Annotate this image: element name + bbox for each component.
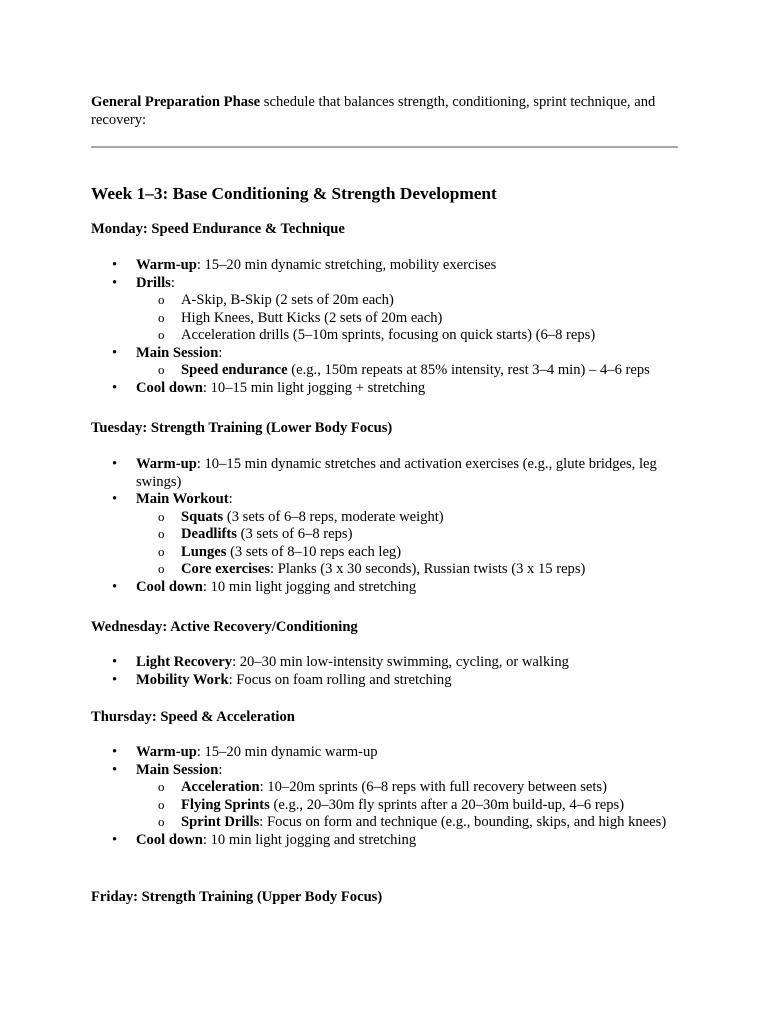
- item-text: : 10 min light jogging and stretching: [202, 831, 417, 848]
- item-label: Cool down: [136, 379, 203, 396]
- item-label: Deadlifts: [181, 526, 237, 542]
- list-item: [91, 654, 681, 672]
- list-item: [91, 832, 681, 850]
- item-label: Speed endurance: [181, 362, 288, 378]
- item-label: Main Workout: [136, 491, 229, 507]
- friday-heading: Friday: Strength Training (Upper Body Focus): [91, 889, 383, 905]
- item-label: Squats: [181, 508, 224, 525]
- item-label: Warm-up: [136, 257, 197, 273]
- item-text: : 15–20 min dynamic stretching, mobility exercises: [196, 257, 497, 273]
- intro-text: schedule that balances strength, conditioning, sprint technique, and recovery:: [91, 94, 656, 128]
- item-text: (e.g., 20–30m fly sprints after a 20–30m build-up, 4–6 reps): [269, 796, 625, 813]
- item-label: Warm-up: [136, 456, 197, 472]
- item-label: Cool down: [136, 831, 203, 848]
- item-text: :: [218, 761, 223, 778]
- item-text: : Focus on foam rolling and stretching: [228, 671, 452, 688]
- sublist-item: [136, 814, 681, 832]
- list-item: [91, 275, 681, 345]
- item-text: : 10–20m sprints (6–8 reps with full recovery between sets): [259, 779, 607, 795]
- drills-sublist: [136, 292, 681, 345]
- item-label: Cool down: [136, 578, 203, 595]
- item-label: Drills: [136, 274, 171, 291]
- main-session-sublist: [136, 779, 681, 832]
- item-text: :: [218, 344, 223, 361]
- item-text: (3 sets of 8–10 reps each leg): [226, 543, 402, 560]
- list-item: [91, 380, 681, 398]
- list-item: [91, 672, 681, 690]
- wednesday-list: [91, 654, 681, 689]
- item-text: :: [170, 274, 175, 291]
- tuesday-heading: Tuesday: Strength Training (Lower Body Focus): [91, 420, 393, 436]
- monday-list: [91, 257, 681, 397]
- sublist-item: [136, 362, 681, 380]
- list-item: [91, 345, 681, 380]
- list-item: [91, 456, 681, 491]
- item-text: (3 sets of 6–8 reps, moderate weight): [223, 508, 444, 525]
- list-item: [91, 762, 681, 832]
- main-session-sublist: [136, 362, 681, 380]
- item-text: : Focus on form and technique (e.g., bounding, skips, and high knees): [259, 814, 667, 830]
- item-text: : 10–15 min dynamic stretches and activation exercises (e.g., glute bridges, leg swings): [136, 456, 657, 490]
- intro-paragraph: [91, 94, 691, 129]
- horizontal-rule: [91, 146, 678, 148]
- sublist-item: o Acceleration drills (5–10m sprints, focusing on quick starts) (6–8 reps): [136, 327, 681, 345]
- main-workout-sublist: [136, 509, 681, 579]
- item-label: Mobility Work: [136, 671, 229, 688]
- item-label: Sprint Drills: [181, 814, 260, 830]
- list-item: [91, 579, 681, 597]
- item-text: (3 sets of 6–8 reps): [236, 526, 353, 542]
- item-label: Core exercises: [181, 561, 271, 577]
- item-label: Acceleration: [181, 779, 260, 795]
- item-text: : Planks (3 x 30 seconds), Russian twists (3 x 15 reps): [270, 561, 586, 577]
- sublist-item: o High Knees, Butt Kicks (2 sets of 20m each): [136, 310, 681, 328]
- item-text: : 20–30 min low-intensity swimming, cycling, or walking: [232, 654, 569, 670]
- item-label: Main Session: [136, 344, 219, 361]
- item-text: (e.g., 150m repeats at 85% intensity, rest 3–4 min) – 4–6 reps: [287, 362, 650, 378]
- list-item: [91, 744, 681, 762]
- sublist-item: [136, 797, 681, 815]
- item-label: Flying Sprints: [181, 796, 270, 813]
- week-heading: Week 1–3: Base Conditioning & Strength Development: [91, 184, 497, 203]
- wednesday-heading: Wednesday: Active Recovery/Conditioning: [91, 619, 358, 635]
- sublist-item: [136, 509, 681, 527]
- monday-heading: Monday: Speed Endurance & Technique: [91, 221, 345, 237]
- sublist-item: [136, 526, 681, 544]
- thursday-list: [91, 744, 681, 849]
- item-text: : 10–15 min light jogging + stretching: [202, 379, 426, 396]
- item-text: : 15–20 min dynamic warm-up: [196, 744, 378, 760]
- tuesday-list: [91, 456, 681, 596]
- sublist-item: [136, 544, 681, 562]
- item-label: Light Recovery: [136, 654, 233, 670]
- item-label: Lunges: [181, 543, 227, 560]
- item-text: :: [228, 491, 233, 507]
- intro-bold: General Preparation Phase: [91, 94, 261, 110]
- list-item: [91, 491, 681, 579]
- item-label: Main Session: [136, 761, 219, 778]
- thursday-heading: Thursday: Speed & Acceleration: [91, 709, 295, 725]
- item-text: : 10 min light jogging and stretching: [202, 578, 417, 595]
- list-item: [91, 257, 681, 275]
- sublist-item: [136, 561, 681, 579]
- sublist-item: o A-Skip, B-Skip (2 sets of 20m each): [136, 292, 681, 310]
- sublist-item: [136, 779, 681, 797]
- item-label: Warm-up: [136, 744, 197, 760]
